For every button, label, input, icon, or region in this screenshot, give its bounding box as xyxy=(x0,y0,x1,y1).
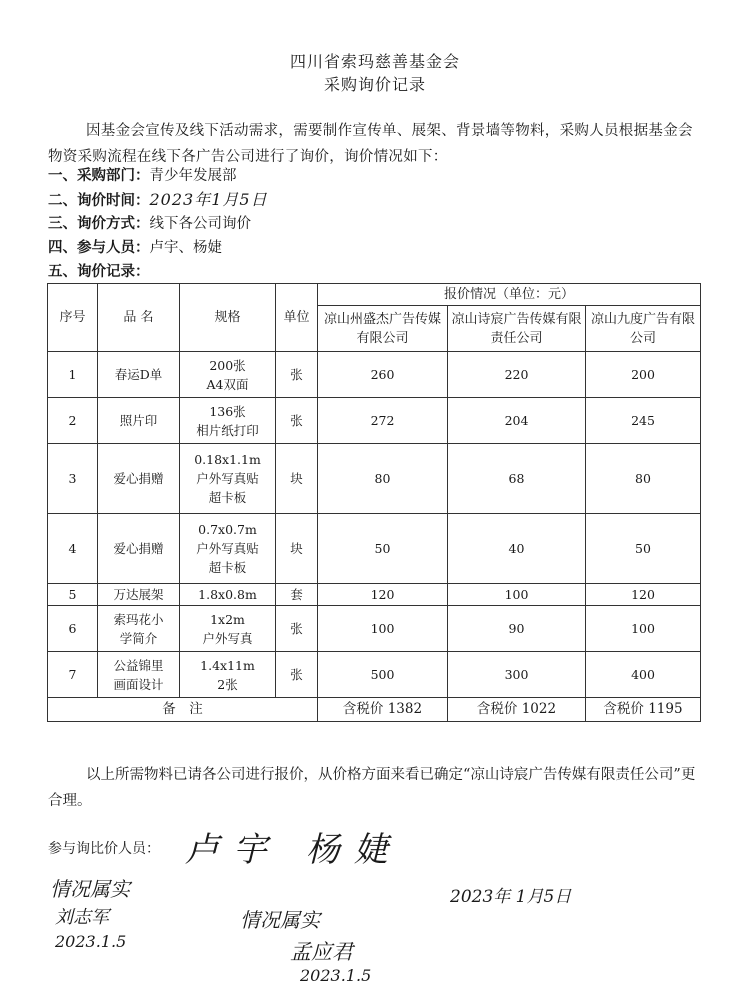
row-price: 120 xyxy=(586,584,701,606)
row-spec-line: 2张 xyxy=(217,676,238,692)
row-no: 4 xyxy=(48,514,98,584)
row-spec-line: 1x2m xyxy=(210,611,245,627)
row-spec xyxy=(180,352,276,398)
row-name-line: 学简介 xyxy=(119,630,158,646)
row-spec xyxy=(180,584,276,606)
row-unit: 张 xyxy=(276,398,318,444)
people-line xyxy=(48,237,222,259)
quote-table xyxy=(47,283,701,722)
row-name: 照片印 xyxy=(98,398,180,444)
row-price: 272 xyxy=(318,398,448,444)
table-row xyxy=(48,584,701,606)
row-name: 爱心捐赠 xyxy=(98,444,180,514)
row-price: 50 xyxy=(318,514,448,584)
row-no: 2 xyxy=(48,398,98,444)
org-title: 四川省索玛慈善基金会 xyxy=(289,52,460,71)
row-name-line: 索玛花小 xyxy=(113,611,164,627)
conclusion-paragraph: 以上所需物料已请各公司进行报价，从价格方面来看已确定“凉山诗宸广告传媒有限责任公司”更合理。 xyxy=(48,767,696,809)
left-note: 情况属实 xyxy=(50,877,130,901)
row-name-line: 画面设计 xyxy=(113,676,164,692)
table-row xyxy=(48,652,701,698)
remark-label: 备 注 xyxy=(48,698,318,722)
row-spec-line: 136张 xyxy=(209,403,246,419)
row-spec xyxy=(180,652,276,698)
row-name: 爱心捐赠 xyxy=(98,514,180,584)
table-row xyxy=(48,606,701,652)
table-row xyxy=(48,398,701,444)
row-spec-line: 户外写真贴 xyxy=(196,471,259,486)
total-2: 含税价 1022 xyxy=(448,698,586,722)
row-price: 245 xyxy=(586,398,701,444)
intro-paragraph: 因基金会宣传及线下活动需求，需要制作宣传单、展架、背景墙等物料，采购人员根据基金会物资采购流程在线下各广告公司进行了询价，询价情况如下： xyxy=(48,123,693,165)
time-value: 2023年1月5日 xyxy=(149,190,268,209)
company-1: 凉山州盛杰广告传媒有限公司 xyxy=(318,306,448,352)
row-price: 204 xyxy=(448,398,586,444)
row-spec-line: 1.8x0.8m xyxy=(198,587,257,602)
mid-name: 孟应君 xyxy=(290,940,353,964)
method-value: 线下各公司询价 xyxy=(149,216,251,232)
table-row xyxy=(48,352,701,398)
row-name xyxy=(98,652,180,698)
table-row xyxy=(48,444,701,514)
time-label: 二、询价时间： xyxy=(48,192,150,209)
row-spec-line: 相片纸打印 xyxy=(196,422,259,438)
table-row xyxy=(48,514,701,584)
dept-label: 一、采购部门： xyxy=(48,167,150,184)
row-price: 500 xyxy=(318,652,448,698)
method-line xyxy=(48,213,251,235)
row-price: 40 xyxy=(448,514,586,584)
row-spec xyxy=(180,444,276,514)
row-price: 90 xyxy=(448,606,586,652)
participants-label: 参与询比价人员： xyxy=(48,841,160,857)
row-price: 100 xyxy=(586,606,701,652)
row-no: 6 xyxy=(48,606,98,652)
sign-date: 2023年 1月5日 xyxy=(450,887,572,907)
row-unit: 套 xyxy=(276,584,318,606)
row-spec xyxy=(180,398,276,444)
col-spec: 规格 xyxy=(180,284,276,352)
time-line xyxy=(48,189,268,212)
row-spec-line: 0.18x1.1m xyxy=(194,452,261,467)
record-line xyxy=(48,261,150,283)
col-no: 序号 xyxy=(48,284,98,352)
row-spec xyxy=(180,514,276,584)
company-3: 凉山九度广告有限公司 xyxy=(586,306,701,352)
row-name-line: 公益锦里 xyxy=(113,657,164,673)
row-unit: 张 xyxy=(276,606,318,652)
col-quote: 报价情况（单位：元） xyxy=(318,284,701,306)
row-price: 68 xyxy=(448,444,586,514)
row-spec-line: 200张 xyxy=(209,357,246,373)
row-spec-line: 超卡板 xyxy=(208,560,247,575)
row-price: 260 xyxy=(318,352,448,398)
participants-signature: 卢宇 杨婕 xyxy=(185,830,402,870)
col-name: 品 名 xyxy=(98,284,180,352)
row-price: 300 xyxy=(448,652,586,698)
dept-line xyxy=(48,165,237,187)
row-price: 120 xyxy=(318,584,448,606)
dept-value: 青少年发展部 xyxy=(149,168,237,184)
left-date: 2023.1.5 xyxy=(55,932,127,951)
row-unit: 张 xyxy=(276,652,318,698)
mid-date: 2023.1.5 xyxy=(300,966,372,985)
row-price: 220 xyxy=(448,352,586,398)
row-price: 100 xyxy=(448,584,586,606)
row-no: 1 xyxy=(48,352,98,398)
row-price: 400 xyxy=(586,652,701,698)
row-price: 100 xyxy=(318,606,448,652)
col-unit: 单位 xyxy=(276,284,318,352)
left-name: 刘志军 xyxy=(55,907,109,928)
people-value: 卢宇、杨婕 xyxy=(149,240,222,256)
row-spec xyxy=(180,606,276,652)
record-label: 五、询价记录： xyxy=(48,263,150,280)
row-spec-line: 1.4x11m xyxy=(200,657,255,673)
mid-note: 情况属实 xyxy=(240,908,320,932)
row-spec-line: 户外写真贴 xyxy=(196,541,259,556)
row-price: 200 xyxy=(586,352,701,398)
row-no: 5 xyxy=(48,584,98,606)
total-1: 含税价 1382 xyxy=(318,698,448,722)
row-spec-line: 超卡板 xyxy=(208,490,247,505)
total-3: 含税价 1195 xyxy=(586,698,701,722)
row-no: 7 xyxy=(48,652,98,698)
row-price: 80 xyxy=(318,444,448,514)
row-no: 3 xyxy=(48,444,98,514)
row-price: 80 xyxy=(586,444,701,514)
row-spec-line: 0.7x0.7m xyxy=(198,522,257,537)
row-price: 50 xyxy=(586,514,701,584)
method-label: 三、询价方式： xyxy=(48,215,150,232)
document-title: 采购询价记录 xyxy=(323,75,426,94)
row-name: 春运D单 xyxy=(98,352,180,398)
people-label: 四、参与人员： xyxy=(48,239,150,256)
row-spec-line: A4双面 xyxy=(206,376,249,392)
row-unit: 块 xyxy=(276,514,318,584)
row-unit: 块 xyxy=(276,444,318,514)
company-2: 凉山诗宸广告传媒有限责任公司 xyxy=(448,306,586,352)
row-name: 万达展架 xyxy=(98,584,180,606)
row-unit: 张 xyxy=(276,352,318,398)
row-spec-line: 户外写真 xyxy=(202,630,253,646)
row-name xyxy=(98,606,180,652)
